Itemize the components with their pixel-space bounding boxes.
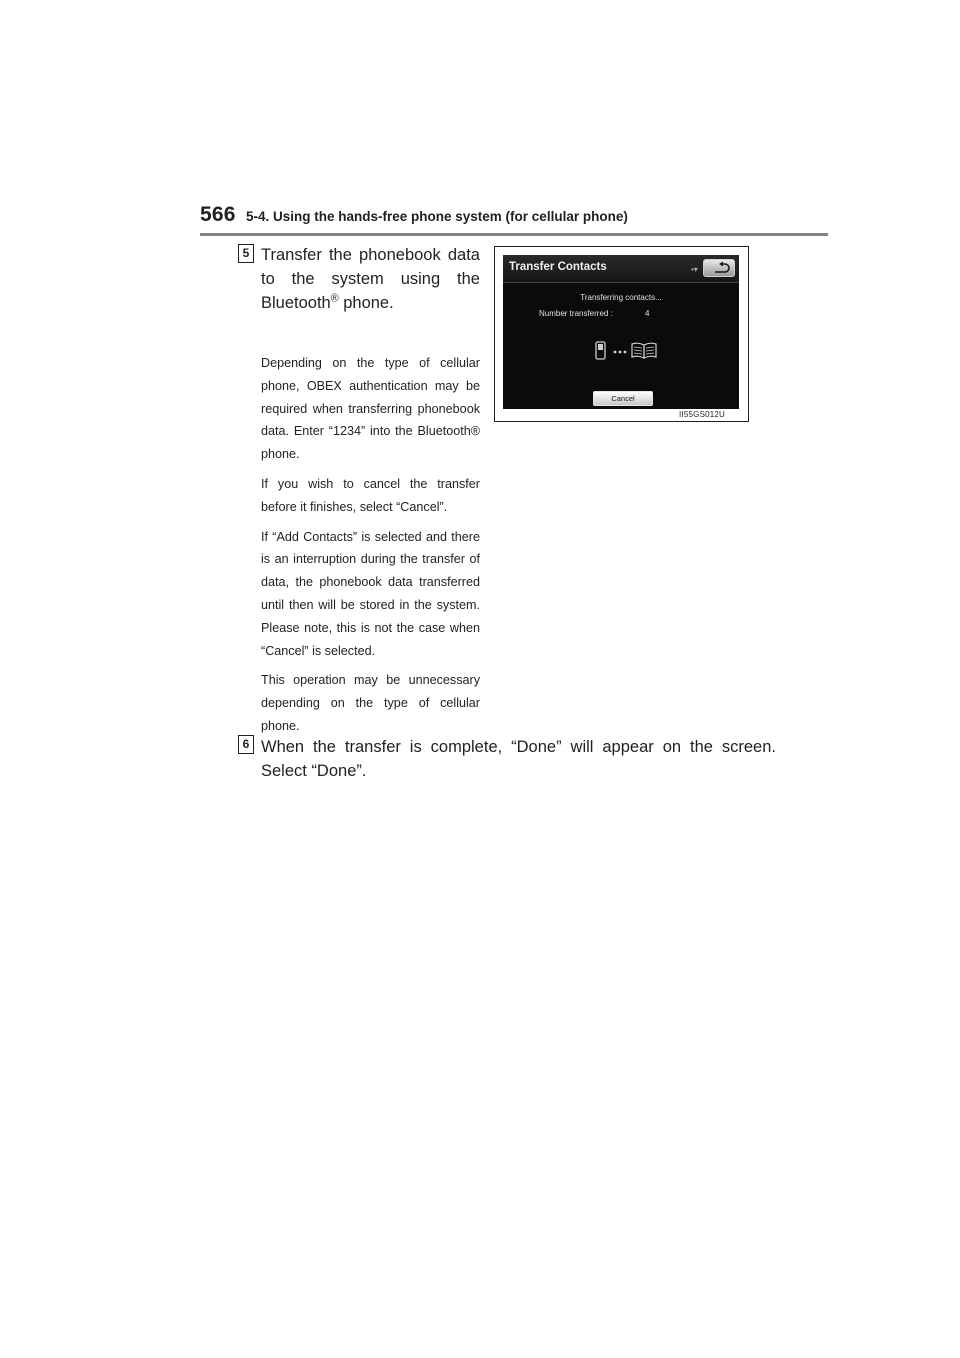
step-5-notes (261, 352, 480, 745)
cancel-button[interactable]: Cancel (593, 391, 653, 406)
step-5-instruction (261, 243, 480, 315)
step-5-badge: 5 (238, 244, 254, 263)
screen-figure (494, 246, 749, 422)
number-transferred-value: 4 (645, 309, 650, 318)
registered-mark: ® (330, 292, 339, 305)
note-obex: Depending on the type of cellular phone, OBEX authentication may be required when transferring phonebook data. Enter “1234” into the Bluetooth® phone. (261, 356, 480, 462)
step-6-badge: 6 (238, 735, 254, 754)
transfer-contacts-screen (503, 255, 739, 409)
figure-code: II55GS012U (679, 410, 726, 419)
note-unnecessary: This operation may be unnecessary depending on the type of cellular phone. (261, 673, 480, 733)
phonebook-icon (630, 342, 658, 359)
phone-icon (595, 341, 607, 361)
back-arrow-icon (704, 260, 734, 276)
header-rule (200, 233, 828, 236)
screen-title: Transfer Contacts (509, 261, 607, 273)
transfer-status-text: Transferring contacts... (580, 293, 662, 302)
bluetooth-connection-icon: •▾ (691, 265, 698, 274)
screen-title-bar (503, 255, 739, 283)
step-5-instruction-end: phone. (338, 294, 394, 312)
note-cancel: If you wish to cancel the transfer before it finishes, select “Cancel”. (261, 476, 480, 514)
transfer-dots-icon (613, 349, 627, 355)
step-5-instruction-text: Transfer the phonebook data to the system using the Bluetooth (261, 246, 480, 312)
step-6-instruction: When the transfer is complete, “Done” will appear on the screen. Select “Done”. (261, 738, 776, 780)
number-transferred-label: Number transferred : (539, 309, 613, 318)
page-number: 566 (200, 203, 236, 226)
section-title: 5-4. Using the hands-free phone system (for cellular phone) (246, 209, 628, 224)
back-button[interactable] (703, 259, 735, 277)
note-add-contacts: If “Add Contacts” is selected and there is an interruption during the transfer of data, the phonebook data transferred until then will be stored in the system. Please note, this is not the case when “Cancel” is selected. (261, 529, 480, 658)
